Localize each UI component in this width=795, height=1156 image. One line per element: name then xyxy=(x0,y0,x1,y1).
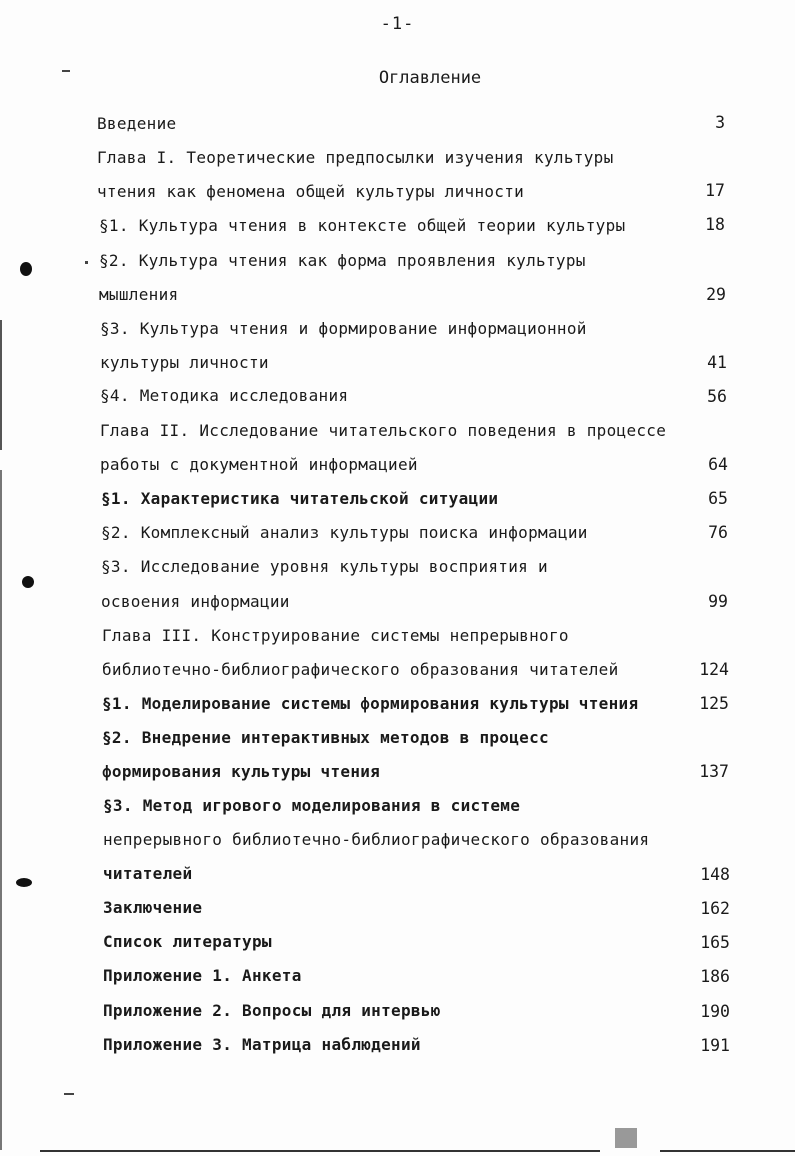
ink-blot xyxy=(22,576,34,588)
toc-entry-text: Приложение 1. Анкета xyxy=(103,966,302,985)
bottom-rule xyxy=(40,1150,600,1152)
toc-entry-page: 125 xyxy=(699,694,729,713)
toc-entry-page: 18 xyxy=(705,215,725,234)
toc-entry-text: §2. Культура чтения как форма проявления культуры xyxy=(99,251,586,270)
toc-entry-text: Приложение 3. Матрица наблюдений xyxy=(103,1035,421,1054)
toc-entry-text: §1. Культура чтения в контексте общей теории культуры xyxy=(99,216,626,235)
scan-speck xyxy=(615,1128,637,1148)
scan-edge-line xyxy=(0,470,2,1150)
toc-entry-text: культуры личности xyxy=(100,353,269,372)
toc-entry-page: 165 xyxy=(700,933,730,952)
toc-entry-text: §2. Комплексный анализ культуры поиска информации xyxy=(101,523,588,542)
toc-entry-text: §1. Характеристика читательской ситуации xyxy=(101,489,499,508)
toc-entry-text: библиотечно-библиографического образования читателей xyxy=(102,660,619,679)
scan-speck xyxy=(62,70,70,72)
toc-entry-text: читателей xyxy=(103,864,193,883)
toc-entry-page: 56 xyxy=(707,387,727,406)
toc-entry-page: 29 xyxy=(706,285,726,304)
toc-entry-text: §3. Исследование уровня культуры восприятия и xyxy=(101,557,548,576)
toc-title: Оглавление xyxy=(378,68,482,88)
toc-entry-text: освоения информации xyxy=(101,592,290,611)
bottom-rule xyxy=(660,1150,795,1152)
toc-entry-page: 137 xyxy=(699,762,729,781)
scan-speck xyxy=(64,1093,74,1095)
toc-entry-page: 3 xyxy=(715,113,725,132)
toc-entry-text: §4. Методика исследования xyxy=(100,386,349,405)
toc-entry-text: Приложение 2. Вопросы для интервью xyxy=(103,1001,441,1020)
ink-blot xyxy=(16,878,32,887)
toc-entry-page: 191 xyxy=(700,1036,730,1055)
toc-entry-text: непрерывного библиотечно-библиографического образования xyxy=(103,830,650,849)
toc-entry-page: 162 xyxy=(700,899,730,918)
toc-entry-page: 65 xyxy=(708,489,728,508)
scan-speck xyxy=(85,261,88,264)
toc-entry-text: Заключение xyxy=(103,898,203,917)
ink-blot xyxy=(20,262,32,276)
toc-entry-text: Глава II. Исследование читательского поведения в процессе xyxy=(100,421,667,440)
toc-entry-text: Введение xyxy=(97,114,177,133)
toc-entry-text: чтения как феномена общей культуры личности xyxy=(97,182,525,201)
toc-entry-page: 190 xyxy=(700,1002,730,1021)
toc-entry-text: Глава I. Теоретические предпосылки изучения культуры xyxy=(97,148,614,167)
toc-entry-text: мышления xyxy=(99,285,179,304)
toc-entry-text: §1. Моделирование системы формирования культуры чтения xyxy=(102,694,639,713)
toc-entry-text: работы с документной информацией xyxy=(100,455,418,474)
page-number: -1- xyxy=(380,14,415,34)
scan-edge-line xyxy=(0,320,2,450)
toc-entry-page: 76 xyxy=(708,523,728,542)
toc-entry-page: 99 xyxy=(708,592,728,611)
toc-entry-text: §3. Культура чтения и формирование информационной xyxy=(100,319,587,338)
toc-entry-page: 148 xyxy=(700,865,730,884)
toc-entry-page: 186 xyxy=(700,967,730,986)
toc-entry-text: Список литературы xyxy=(103,932,272,951)
toc-entry-text: Глава III. Конструирование системы непрерывного xyxy=(102,626,569,645)
toc-entry-page: 64 xyxy=(708,455,728,474)
toc-entry-page: 41 xyxy=(707,353,727,372)
toc-entry-page: 124 xyxy=(699,660,729,679)
toc-entry-page: 17 xyxy=(705,181,725,200)
toc-entry-text: формирования культуры чтения xyxy=(102,762,381,781)
toc-entry-text: §2. Внедрение интерактивных методов в процесс xyxy=(102,728,549,747)
toc-entry-text: §3. Метод игрового моделирования в системе xyxy=(103,796,521,815)
